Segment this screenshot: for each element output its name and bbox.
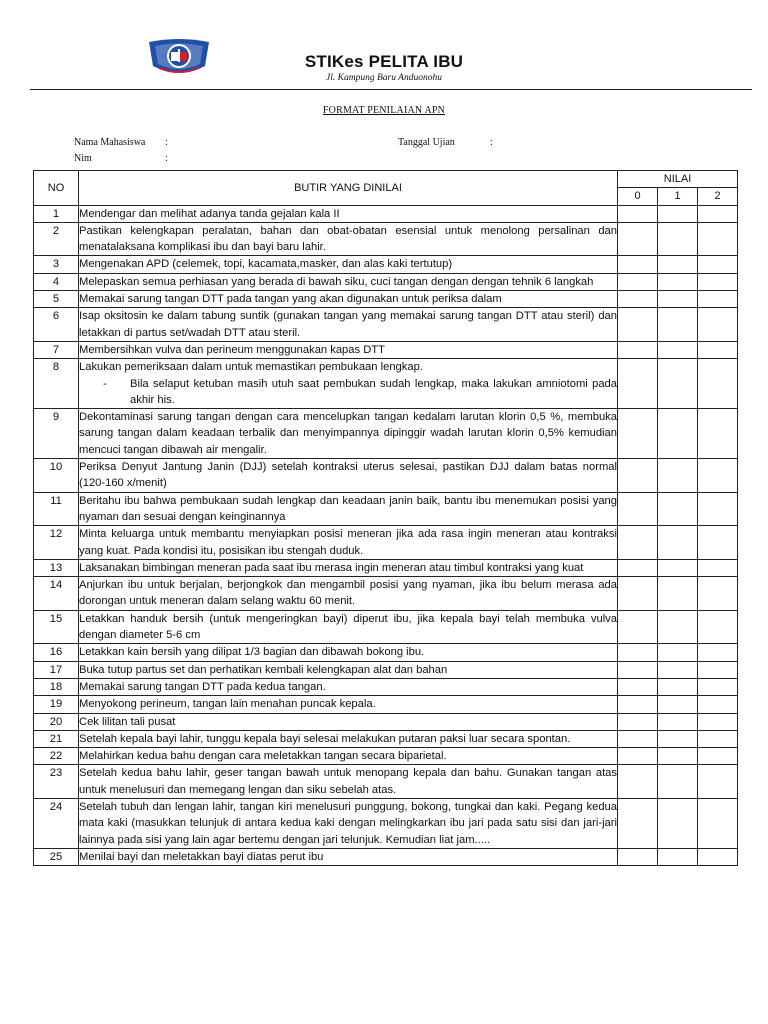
row-item-text: Letakkan handuk bersih (untuk mengeringkan bayi) diperut ibu, jika kepala bayi telah membuka vulva dengan diameter 5-6 cm (79, 612, 617, 642)
score-cell-0[interactable] (618, 644, 658, 661)
table-row (34, 409, 738, 459)
table-row (34, 222, 738, 256)
score-cell-0[interactable] (618, 610, 658, 644)
score-cell-1[interactable] (658, 341, 698, 358)
score-cell-1[interactable] (658, 610, 698, 644)
score-cell-2[interactable] (698, 222, 738, 256)
score-cell-0[interactable] (618, 359, 658, 409)
row-item-text: Lakukan pemeriksaan dalam untuk memastikan pembukaan lengkap. (79, 361, 423, 374)
score-cell-0[interactable] (618, 678, 658, 695)
institution-name: STIKes PELITA IBU (304, 52, 464, 71)
score-cell-0[interactable] (618, 730, 658, 747)
row-number: 14 (34, 577, 79, 611)
header-score-1: 1 (658, 188, 698, 205)
row-item (79, 308, 618, 342)
row-item (79, 610, 618, 644)
score-cell-1[interactable] (658, 409, 698, 459)
row-item-text: Dekontaminasi sarung tangan dengan cara mencelupkan tangan kedalam larutan klorin 0,5 %, membuka sarung tangan dalam keadaan terbalik dan menyimpannya dipinggir wadah larutan klorin 0,5% kemudian mencuci tangan dibawah air mengalir. (79, 411, 617, 456)
score-cell-0[interactable] (618, 409, 658, 459)
table-row (34, 559, 738, 576)
row-number: 11 (34, 492, 79, 526)
score-cell-0[interactable] (618, 341, 658, 358)
table-row (34, 730, 738, 747)
score-cell-0[interactable] (618, 526, 658, 560)
score-cell-2[interactable] (698, 341, 738, 358)
score-cell-2[interactable] (698, 291, 738, 308)
table-row (34, 765, 738, 799)
score-cell-0[interactable] (618, 848, 658, 865)
row-item (79, 222, 618, 256)
table-row (34, 678, 738, 695)
table-row (34, 459, 738, 493)
score-cell-1[interactable] (658, 205, 698, 222)
table-row (34, 713, 738, 730)
institution-address: Jl. Kampung Baru Anduonohu (326, 73, 442, 83)
score-cell-2[interactable] (698, 492, 738, 526)
score-cell-0[interactable] (618, 291, 658, 308)
header-score-2: 2 (698, 188, 738, 205)
score-cell-0[interactable] (618, 256, 658, 273)
sub-point-text: Bila selaput ketuban masih utuh saat pembukan sudah lengkap, maka lakukan amniotomi pada akhir his. (130, 377, 617, 406)
row-number: 18 (34, 678, 79, 695)
row-number: 8 (34, 359, 79, 409)
score-cell-0[interactable] (618, 205, 658, 222)
row-item (79, 559, 618, 576)
row-number: 10 (34, 459, 79, 493)
table-row (34, 341, 738, 358)
assessment-table (33, 170, 738, 866)
row-number: 6 (34, 308, 79, 342)
score-cell-2[interactable] (698, 730, 738, 747)
score-cell-2[interactable] (698, 644, 738, 661)
score-cell-1[interactable] (658, 713, 698, 730)
header-divider (30, 89, 752, 90)
row-item-text: Membersihkan vulva dan perineum menggunakan kapas DTT (79, 343, 385, 356)
row-item-text: Letakkan kain bersih yang dilipat 1/3 bagian dan dibawah bokong ibu. (79, 646, 425, 659)
score-cell-2[interactable] (698, 661, 738, 678)
row-sub-point (103, 376, 617, 409)
score-cell-1[interactable] (658, 308, 698, 342)
score-cell-0[interactable] (618, 713, 658, 730)
row-item (79, 273, 618, 290)
score-cell-0[interactable] (618, 765, 658, 799)
row-number: 5 (34, 291, 79, 308)
score-cell-0[interactable] (618, 273, 658, 290)
row-number: 20 (34, 713, 79, 730)
row-item (79, 492, 618, 526)
score-cell-0[interactable] (618, 661, 658, 678)
row-number: 12 (34, 526, 79, 560)
score-cell-2[interactable] (698, 610, 738, 644)
row-item (79, 848, 618, 865)
row-number: 22 (34, 748, 79, 765)
score-cell-2[interactable] (698, 765, 738, 799)
row-number: 3 (34, 256, 79, 273)
row-item (79, 661, 618, 678)
sub-point-dash: - (103, 377, 107, 390)
row-number: 19 (34, 696, 79, 713)
score-cell-2[interactable] (698, 308, 738, 342)
row-item (79, 644, 618, 661)
nim-label: Nim (74, 153, 92, 164)
table-row (34, 492, 738, 526)
row-item-text: Menyokong perineum, tangan lain menahan puncak kepala. (79, 698, 376, 711)
score-cell-0[interactable] (618, 308, 658, 342)
table-row (34, 748, 738, 765)
row-item-text: Mendengar dan melihat adanya tanda gejalan kala II (79, 207, 340, 220)
row-item-text: Setelah kedua bahu lahir, geser tangan bawah untuk menopang kepala dan bahu. Gunakan tangan atas untuk menelusuri dan memegang lengan dan siku sebelah atas. (79, 767, 617, 796)
row-item (79, 798, 618, 848)
score-cell-2[interactable] (698, 848, 738, 865)
score-cell-2[interactable] (698, 273, 738, 290)
row-item-text: Memakai sarung tangan DTT pada tangan yang akan digunakan untuk periksa dalam (79, 293, 502, 306)
row-item (79, 459, 618, 493)
score-cell-1[interactable] (658, 492, 698, 526)
student-name-colon: : (165, 137, 168, 148)
institution-logo-icon (145, 36, 213, 82)
header-score: NILAI (618, 171, 738, 188)
score-cell-2[interactable] (698, 713, 738, 730)
score-cell-1[interactable] (658, 291, 698, 308)
score-cell-1[interactable] (658, 273, 698, 290)
header-item: BUTIR YANG DINILAI (79, 171, 618, 206)
row-number: 24 (34, 798, 79, 848)
row-item-text: Menilai bayi dan meletakkan bayi diatas perut ibu (79, 850, 324, 863)
row-item (79, 291, 618, 308)
table-row (34, 661, 738, 678)
score-cell-0[interactable] (618, 222, 658, 256)
score-cell-1[interactable] (658, 559, 698, 576)
table-row (34, 798, 738, 848)
row-number: 25 (34, 848, 79, 865)
table-row (34, 359, 738, 409)
exam-date-label: Tanggal Ujian (398, 137, 455, 148)
table-row (34, 291, 738, 308)
score-cell-1[interactable] (658, 661, 698, 678)
table-row (34, 644, 738, 661)
table-row (34, 308, 738, 342)
score-cell-1[interactable] (658, 577, 698, 611)
score-cell-0[interactable] (618, 696, 658, 713)
nim-colon: : (165, 153, 168, 164)
score-cell-2[interactable] (698, 256, 738, 273)
row-item (79, 678, 618, 695)
score-cell-2[interactable] (698, 559, 738, 576)
score-cell-2[interactable] (698, 696, 738, 713)
table-row (34, 273, 738, 290)
row-item (79, 577, 618, 611)
row-item (79, 696, 618, 713)
row-item-text: Isap oksitosin ke dalam tabung suntik (gunakan tangan yang memakai sarung tangan DTT atau steril) dan letakkan di partus set/wadah DTT atau steril. (79, 310, 617, 339)
row-item-text: Minta keluarga untuk membantu menyiapkan posisi meneran jika ada rasa ingin meneran atau kontraksi yang kuat. Pada kondisi itu, posisikan ibu stengah duduk. (79, 528, 617, 557)
score-cell-2[interactable] (698, 459, 738, 493)
table-row (34, 696, 738, 713)
score-cell-2[interactable] (698, 205, 738, 222)
row-item (79, 748, 618, 765)
score-cell-2[interactable] (698, 359, 738, 409)
exam-date-colon: : (490, 137, 493, 148)
row-item-text: Periksa Denyut Jantung Janin (DJJ) setelah kontraksi uterus selesai, pastikan DJJ dalam batas normal (120-160 x/menit) (79, 461, 617, 490)
row-item-text: Melahirkan kedua bahu dengan cara meletakkan tangan secara biparietal. (79, 750, 447, 763)
score-cell-2[interactable] (698, 748, 738, 765)
row-item-text: Buka tutup partus set dan perhatikan kembali kelengkapan alat dan bahan (79, 663, 448, 676)
row-item (79, 765, 618, 799)
student-name-label: Nama Mahasiswa (74, 137, 146, 148)
row-item-text: Mengenakan APD (celemek, topi, kacamata,masker, dan alas kaki tertutup) (79, 258, 453, 271)
score-cell-1[interactable] (658, 526, 698, 560)
row-number: 15 (34, 610, 79, 644)
assessment-rows (34, 205, 738, 866)
score-cell-1[interactable] (658, 748, 698, 765)
table-row (34, 610, 738, 644)
row-item-text: Melepaskan semua perhiasan yang berada di bawah siku, cuci tangan dengan dengan tehnik 6 langkah (79, 275, 594, 288)
score-cell-1[interactable] (658, 644, 698, 661)
score-cell-1[interactable] (658, 459, 698, 493)
table-row (34, 526, 738, 560)
score-cell-0[interactable] (618, 798, 658, 848)
table-row (34, 577, 738, 611)
score-cell-1[interactable] (658, 256, 698, 273)
score-cell-1[interactable] (658, 848, 698, 865)
score-cell-1[interactable] (658, 765, 698, 799)
row-item (79, 730, 618, 747)
row-number: 16 (34, 644, 79, 661)
row-number: 1 (34, 205, 79, 222)
row-number: 9 (34, 409, 79, 459)
header-score-0: 0 (618, 188, 658, 205)
score-cell-1[interactable] (658, 359, 698, 409)
row-item-text: Anjurkan ibu untuk berjalan, berjongkok dan mengambil posisi yang nyaman, jika ibu belum merasa ada dorongan untuk meneran dalam selang waktu 60 menit. (79, 579, 617, 608)
score-cell-2[interactable] (698, 577, 738, 611)
row-item (79, 341, 618, 358)
score-cell-1[interactable] (658, 798, 698, 848)
row-item (79, 713, 618, 730)
score-cell-2[interactable] (698, 526, 738, 560)
row-number: 13 (34, 559, 79, 576)
row-number: 21 (34, 730, 79, 747)
row-number: 4 (34, 273, 79, 290)
score-cell-2[interactable] (698, 798, 738, 848)
row-number: 17 (34, 661, 79, 678)
row-item (79, 359, 618, 409)
score-cell-1[interactable] (658, 696, 698, 713)
score-cell-0[interactable] (618, 459, 658, 493)
header-no: NO (34, 171, 79, 206)
row-item-text: Beritahu ibu bahwa pembukaan sudah lengkap dan keadaan janin baik, bantu ibu menemukan posisi yang nyaman dan sesuai dengan keinginannya (79, 494, 617, 523)
row-item-text: Setelah tubuh dan lengan lahir, tangan kiri menelusuri punggung, bokong, tungkai dan kaki. Pegang kedua mata kaki (masukkan telunjuk di antara kedua kaki dengan melingkarkan ibu jari pada satu sisi dan jari-jari lainnya pada sisi yang lain agar bertemu dengan jari telunjuk. Kemudian liat jam..... (79, 800, 617, 846)
score-cell-0[interactable] (618, 559, 658, 576)
score-cell-2[interactable] (698, 678, 738, 695)
score-cell-0[interactable] (618, 748, 658, 765)
score-cell-1[interactable] (658, 222, 698, 256)
row-number: 23 (34, 765, 79, 799)
row-number: 7 (34, 341, 79, 358)
table-row (34, 205, 738, 222)
score-cell-0[interactable] (618, 492, 658, 526)
table-row (34, 848, 738, 865)
form-title: FORMAT PENILAIAN APN (322, 105, 446, 116)
score-cell-1[interactable] (658, 730, 698, 747)
row-item-text: Setelah kepala bayi lahir, tunggu kepala bayi selesai melakukan putaran paksi luar secara spontan. (79, 732, 571, 745)
row-item (79, 526, 618, 560)
row-item-text: Laksanakan bimbingan meneran pada saat ibu merasa ingin meneran atau timbul kontraksi yang kuat (79, 561, 584, 574)
row-item-text: Pastikan kelengkapan peralatan, bahan dan obat-obatan esensial untuk menolong persalinan dan menatalaksana komplikasi ibu dan bayi baru lahir. (79, 224, 617, 254)
score-cell-0[interactable] (618, 577, 658, 611)
score-cell-2[interactable] (698, 409, 738, 459)
row-number: 2 (34, 222, 79, 256)
row-item (79, 256, 618, 273)
row-item-text: Memakai sarung tangan DTT pada kedua tangan. (79, 680, 326, 693)
table-row (34, 256, 738, 273)
row-item-text: Cek lilitan tali pusat (79, 715, 176, 728)
row-item (79, 409, 618, 459)
score-cell-1[interactable] (658, 678, 698, 695)
row-item (79, 205, 618, 222)
